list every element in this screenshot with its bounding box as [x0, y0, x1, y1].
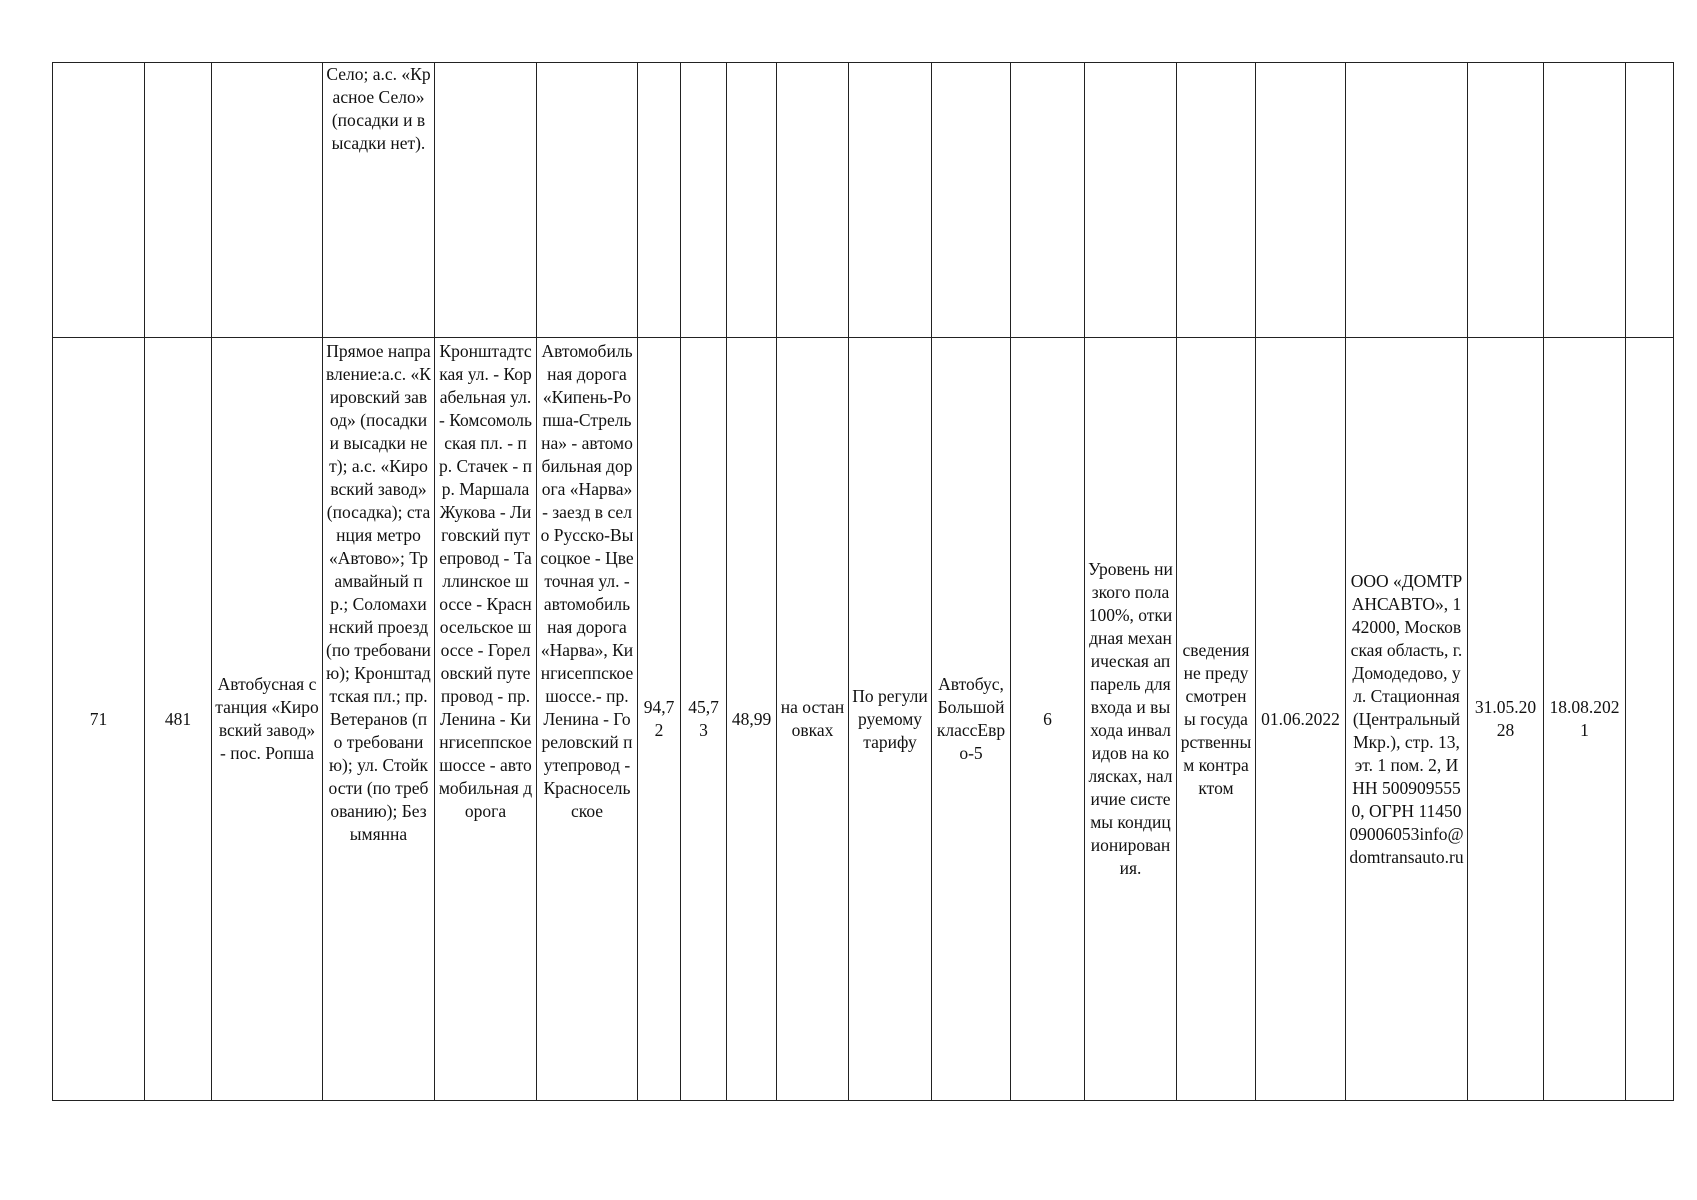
table-row — [53, 338, 1674, 1101]
registration-date-cell: 18.08.2021 — [1544, 338, 1626, 1101]
streets-cell — [435, 338, 537, 1101]
end-date-cell: 31.05.2028 — [1468, 338, 1544, 1101]
length-reverse-cell: 45,73 — [681, 338, 727, 1101]
stops-cell: Село; а.с. «Красное Село» (посадки и высадки нет). — [323, 63, 435, 338]
route-name-cell: Автобусная станция «Кировский завод» - пос. Ропша — [212, 338, 323, 1101]
vehicle-features-cell: Уровень низкого пола 100%, откидная механическая аппарель для входа и выхода инвалидов на колясках, наличие системы кондиционирования. — [1085, 338, 1177, 1101]
stops-cell — [323, 338, 435, 1101]
streets-text: Кронштадтская ул. - Корабельная ул. - Комсомольская пл. - пр. Стачек - пр. Маршала Жукова - Лиговский путепровод - Таллинское шоссе - Красносельское шоссе - Гореловский путепровод - пр. Ленина - Кингисеппское шоссе - автомобильная дорога — [438, 341, 533, 821]
route-number-cell: 481 — [145, 338, 212, 1101]
carrier-cell: ООО «ДОМТРАНСАВТО», 142000, Московская область, г. Домодедово, ул. Стационная (Центральный Мкр.), стр. 13, эт. 1 пом. 2, ИНН 5009095550, ОГРН 1145009006053info@domtransauto.ru — [1346, 338, 1468, 1101]
length-total-cell: 48,99 — [727, 338, 777, 1101]
route-register-table — [52, 62, 1674, 1101]
vehicle-count-cell: 6 — [1011, 338, 1085, 1101]
tariff-cell: По регулируемому тарифу — [849, 338, 932, 1101]
reg-number-cell: 71 — [53, 338, 145, 1101]
table-row — [53, 63, 1674, 338]
streets-reverse-text: Автомобильная дорога «Кипень-Ропша-Стрельна» - автомобильная дорога «Нарва» - заезд в село Русско-Высоцкое - Цветочная ул. - автомобильная дорога «Нарва», Кингисеппское шоссе.- пр. Ленина - Гореловский путепровод - Красносельское — [540, 341, 634, 821]
boarding-order-cell: на остановках — [777, 338, 849, 1101]
vehicle-cell: Автобус, Большой классЕвро-5 — [932, 338, 1011, 1101]
start-date-cell: 01.06.2022 — [1256, 338, 1346, 1101]
streets-reverse-cell — [537, 338, 638, 1101]
length-forward-cell: 94,72 — [638, 338, 681, 1101]
contract-info-cell: сведения не предусмотрены государственным контрактом — [1177, 338, 1256, 1101]
stops-text: Прямое направление:а.с. «Кировский завод» (посадки и высадки нет); а.с. «Кировский завод» (посадка); станция метро «Автово»; Трамвайный пр.; Соломахинский проезд (по требованию); Кронштадтская пл.; пр. Ветеранов (по требованию); ул. Стойкости (по требованию); Безымянна — [326, 341, 431, 844]
